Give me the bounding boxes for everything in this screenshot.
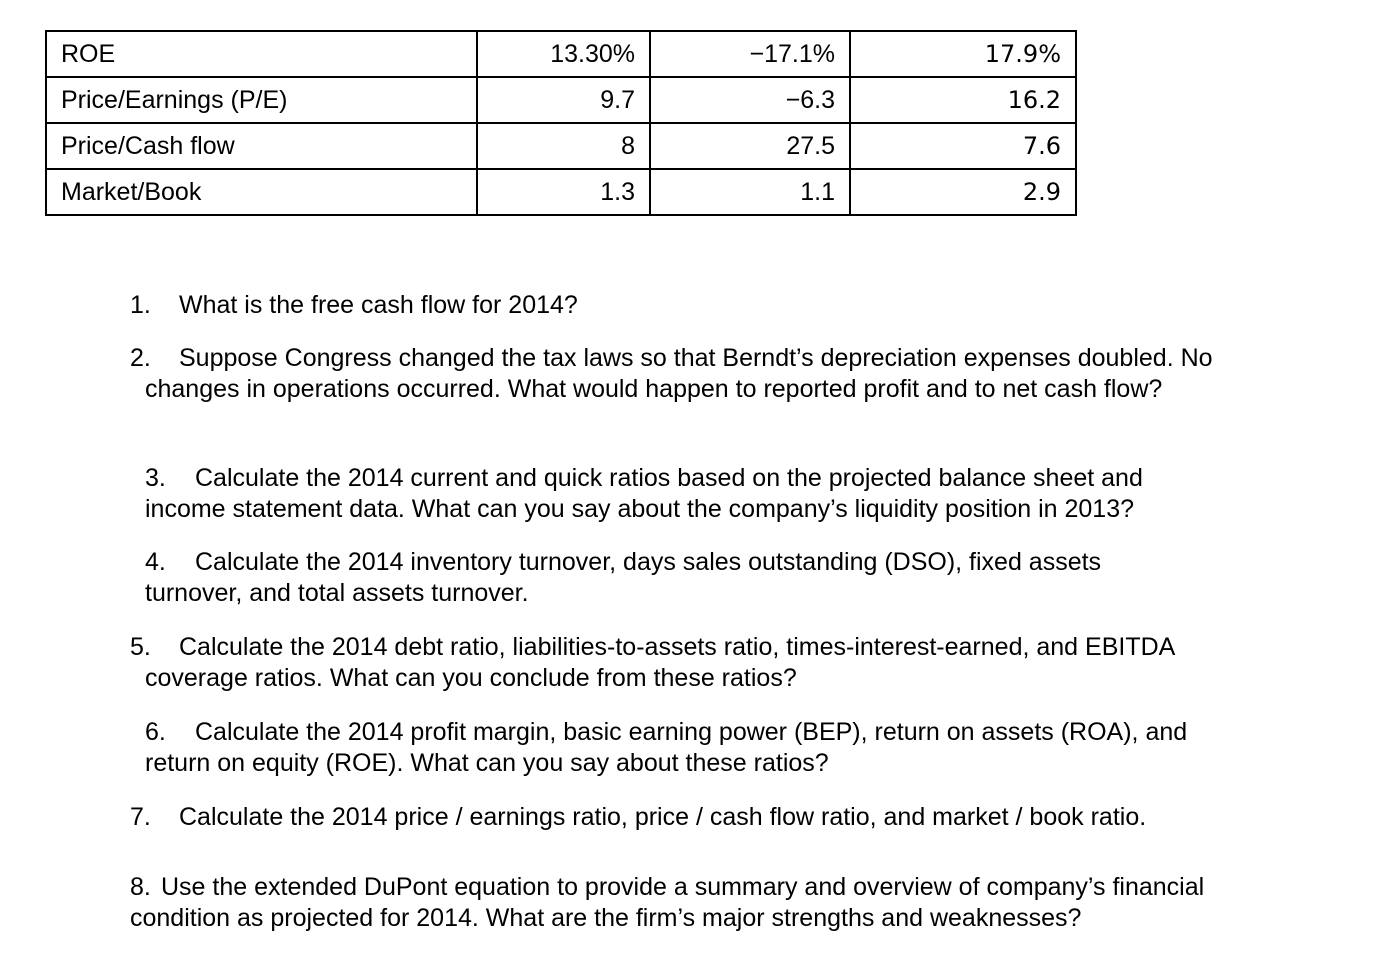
question-item (145, 547, 1101, 609)
table-row (46, 77, 1076, 123)
row-label: Market/Book (46, 169, 477, 215)
question-text-continued: coverage ratios. What can you conclude from these ratios? (145, 664, 797, 692)
question-number: 8. (130, 873, 151, 901)
row-label: Price/Earnings (P/E) (46, 77, 477, 123)
value-cell: −17.1% (650, 31, 850, 77)
ratios-table (45, 30, 1077, 216)
value-cell: 17.9% (850, 31, 1076, 77)
question-number: 6. (145, 718, 166, 746)
question-text: Use the extended DuPont equation to provide a summary and overview of company’s financial (161, 873, 1205, 901)
question-text: Calculate the 2014 price / earnings ratio, price / cash flow ratio, and market / book ratio. (179, 803, 1147, 831)
table-row (46, 31, 1076, 77)
question-item (130, 632, 1175, 694)
question-number: 4. (145, 548, 166, 576)
question-text-continued: condition as projected for 2014. What are the firm’s major strengths and weaknesses? (130, 904, 1082, 932)
question-text-continued: income statement data. What can you say about the company’s liquidity position in 2013? (145, 495, 1135, 523)
value-cell: 9.7 (477, 77, 650, 123)
question-text-continued: return on equity (ROE). What can you say about these ratios? (145, 749, 829, 777)
question-item (130, 343, 1213, 405)
value-cell: 16.2 (850, 77, 1076, 123)
value-cell: 1.1 (650, 169, 850, 215)
question-item (145, 717, 1187, 779)
value-cell: 13.30% (477, 31, 650, 77)
value-cell: 27.5 (650, 123, 850, 169)
question-text-continued: turnover, and total assets turnover. (145, 579, 529, 607)
value-cell: 7.6 (850, 123, 1076, 169)
question-number: 5. (130, 633, 151, 661)
question-text: Calculate the 2014 profit margin, basic earning power (BEP), return on assets (ROA), and (195, 718, 1188, 746)
value-cell: 8 (477, 123, 650, 169)
question-item (130, 802, 1146, 833)
question-text: Suppose Congress changed the tax laws so that Berndt’s depreciation expenses doubled. No (179, 344, 1213, 372)
question-text: What is the free cash flow for 2014? (179, 291, 578, 319)
row-label: ROE (46, 31, 477, 77)
value-cell: −6.3 (650, 77, 850, 123)
question-text-continued: changes in operations occurred. What would happen to reported profit and to net cash flow? (145, 375, 1163, 403)
question-number: 3. (145, 464, 166, 492)
question-item (145, 463, 1143, 525)
question-number: 1. (130, 291, 151, 319)
question-number: 7. (130, 803, 151, 831)
table-row (46, 169, 1076, 215)
table-row (46, 123, 1076, 169)
question-text: Calculate the 2014 inventory turnover, days sales outstanding (DSO), fixed assets (195, 548, 1102, 576)
value-cell: 1.3 (477, 169, 650, 215)
question-item (130, 290, 578, 321)
row-label: Price/Cash flow (46, 123, 477, 169)
question-number: 2. (130, 344, 151, 372)
question-text: Calculate the 2014 debt ratio, liabilities-to-assets ratio, times-interest-earned, and EBITDA (179, 633, 1176, 661)
value-cell: 2.9 (850, 169, 1076, 215)
question-text: Calculate the 2014 current and quick ratios based on the projected balance sheet and (195, 464, 1143, 492)
question-item (130, 872, 1204, 934)
